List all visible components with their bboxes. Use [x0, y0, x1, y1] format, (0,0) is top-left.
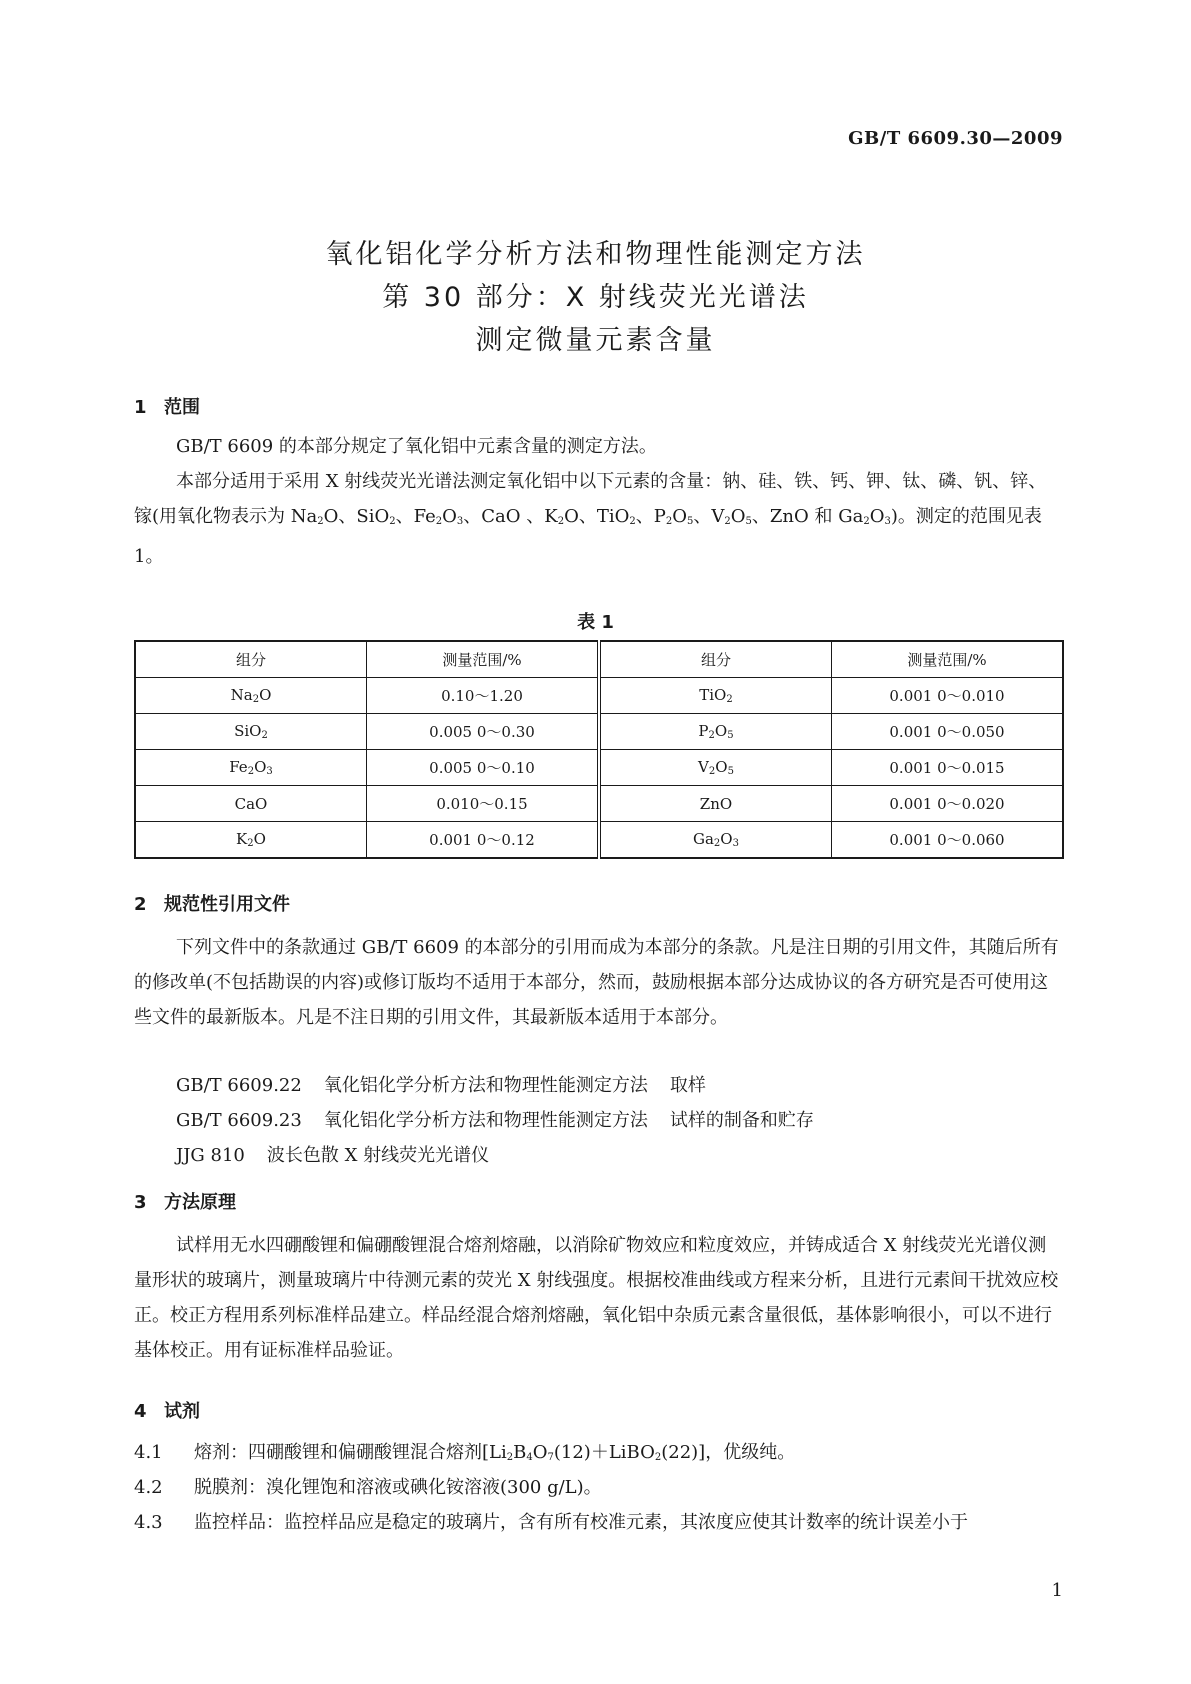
reference-subtitle: 试样的制备和贮存 [669, 1110, 814, 1131]
component-cell: $V_2O_5$ [599, 750, 832, 786]
table-header-cell: 组分 [599, 641, 832, 678]
reference-title: 氧化铝化学分析方法和物理性能测定方法 [323, 1110, 648, 1131]
table-row [135, 786, 1063, 822]
reagent-item-4-3 [134, 1508, 968, 1534]
reference-code: GB/T 6609.23 [176, 1110, 302, 1131]
component-cell: $P_2O_5$ [599, 714, 832, 750]
item-number: 4.1 [134, 1442, 163, 1463]
range-cell: 0.001 0～0.015 [831, 750, 1063, 786]
reagent-text: 脱膜剂：溴化锂饱和溶液或碘化铵溶液(300 g/L)。 [194, 1477, 602, 1498]
reference-item [176, 1141, 489, 1167]
table-caption: 表 1 [577, 612, 614, 633]
range-cell: 0.10～1.20 [366, 678, 599, 714]
component-cell: CaO [135, 786, 366, 822]
section-title: 试剂 [164, 1401, 200, 1422]
range-cell: 0.005 0～0.10 [366, 750, 599, 786]
table-header-row [135, 641, 1063, 678]
range-cell: 0.010～0.15 [366, 786, 599, 822]
table-row [135, 750, 1063, 786]
document-title-line1: 氧化铝化学分析方法和物理性能测定方法 [325, 239, 866, 270]
scope-text-a: 本部分适用于采用 X 射线荧光光谱法测定氧化铝中以下元素的含量：钠、硅、铁、钙、钾、钛、磷、钒、锌、镓(用氧化物表示为 [134, 471, 1047, 527]
scope-paragraph-1: GB/T 6609 的本部分规定了氧化铝中元素含量的测定方法。 [176, 436, 657, 457]
reagent-text-a: 熔剂：四硼酸锂和偏硼酸锂混合熔剂[ [194, 1442, 490, 1463]
page-number: 1 [1051, 1580, 1063, 1601]
reference-item [176, 1106, 814, 1132]
reference-item [176, 1071, 706, 1097]
range-cell: 0.005 0～0.30 [366, 714, 599, 750]
section-number: 3 [134, 1192, 147, 1213]
section-heading-reagents [134, 1397, 200, 1423]
component-cell: SiO$_2$ [135, 714, 366, 750]
table-row [135, 678, 1063, 714]
item-number: 4.3 [134, 1512, 163, 1533]
measurement-range-table [134, 640, 1064, 859]
reference-title: 氧化铝化学分析方法和物理性能测定方法 [323, 1075, 648, 1096]
section-heading-normative-references [134, 890, 290, 916]
reference-title: 波长色散 X 射线荧光光谱仪 [266, 1145, 490, 1166]
reference-subtitle: 取样 [669, 1075, 706, 1096]
normative-paragraph: 下列文件中的条款通过 GB/T 6609 的本部分的引用而成为本部分的条款。凡是注日期的引用文件，其随后所有的修改单(不包括勘误的内容)或修订版均不适用于本部分，然而，鼓励根据本部分达成协议的各方研究是否可使用这些文件的最新版本。凡是不注日期的引用文件，其最新版本适用于本部分。 [134, 937, 1059, 1028]
item-number: 4.2 [134, 1477, 163, 1498]
section-number: 2 [134, 894, 147, 915]
reagent-item-4-1: 4.1 熔剂：四硼酸锂和偏硼酸锂混合熔剂$[Li_2B_4O_7(12)+LiBO_2(22)]$，优级纯。 [134, 1442, 796, 1463]
table-row [135, 714, 1063, 750]
reagent-text-c: (22)]，优级纯。 [661, 1442, 796, 1463]
principle-paragraph: 试样用无水四硼酸锂和偏硼酸锂混合熔剂熔融，以消除矿物效应和粒度效应，并铸成适合 X 射线荧光光谱仪测量形状的玻璃片，测量玻璃片中待测元素的荧光 X 射线强度。根据校准曲线或方程来分析，且进行元素间干扰效应校正。校正方程用系列标准样品建立。样品经混合熔剂熔融，氧化铝中杂质元素含量很低，基体影响很小，可以不进行基体校正。用有证标准样品验证。 [134, 1235, 1059, 1361]
section-title: 范围 [164, 397, 200, 418]
table-header-cell: 测量范围/% [831, 641, 1063, 678]
document-title-line2: 第 30 部分：X 射线荧光光谱法 [382, 282, 809, 313]
reference-code: JJG 810 [176, 1145, 245, 1166]
table-header-cell: 组分 [135, 641, 366, 678]
component-cell: $Na_2O$ [135, 678, 366, 714]
component-cell: ZnO [599, 786, 832, 822]
section-heading-scope [134, 393, 200, 419]
component-cell: $Ga_2O_3$ [599, 822, 832, 859]
table-row [135, 822, 1063, 859]
document-title-line3: 测定微量元素含量 [475, 325, 716, 356]
component-cell: $K_2O$ [135, 822, 366, 859]
section-number: 4 [134, 1401, 147, 1422]
range-cell: 0.001 0～0.010 [831, 678, 1063, 714]
reagent-text: 监控样品：监控样品应是稳定的玻璃片，含有所有校准元素，其浓度应使其计数率的统计误差小于 [194, 1512, 968, 1533]
reagent-item-4-2 [134, 1473, 602, 1499]
standard-number: GB/T 6609.30—2009 [848, 128, 1063, 149]
reagent-text-b: (12)＋ [553, 1442, 609, 1463]
scope-text-c: )。测定的范围见表 1。 [134, 506, 1042, 567]
section-number: 1 [134, 397, 147, 418]
scope-text-b: 和 [814, 506, 833, 527]
component-cell: $Fe_2O_3$ [135, 750, 366, 786]
table-header-cell: 测量范围/% [366, 641, 599, 678]
section-title: 规范性引用文件 [164, 894, 290, 915]
range-cell: 0.001 0～0.060 [831, 822, 1063, 859]
section-title: 方法原理 [164, 1192, 236, 1213]
range-cell: 0.001 0～0.050 [831, 714, 1063, 750]
reference-code: GB/T 6609.22 [176, 1075, 302, 1096]
section-heading-principle [134, 1188, 236, 1214]
component-cell: TiO$_2$ [599, 678, 832, 714]
range-cell: 0.001 0～0.12 [366, 822, 599, 859]
scope-paragraph-2: 本部分适用于采用 X 射线荧光光谱法测定氧化铝中以下元素的含量：钠、硅、铁、钙、钾、钛、磷、钒、锌、镓(用氧化物表示为 $Na_2O$、SiO$_2$、$Fe_2O_3$、CaO 、$K_2O$、TiO$_2$、$P_2O_5$、$V_2O_5$、ZnO 和 $Ga_2O_3$)。测定的范围见表 1。 [134, 471, 1047, 567]
range-cell: 0.001 0～0.020 [831, 786, 1063, 822]
